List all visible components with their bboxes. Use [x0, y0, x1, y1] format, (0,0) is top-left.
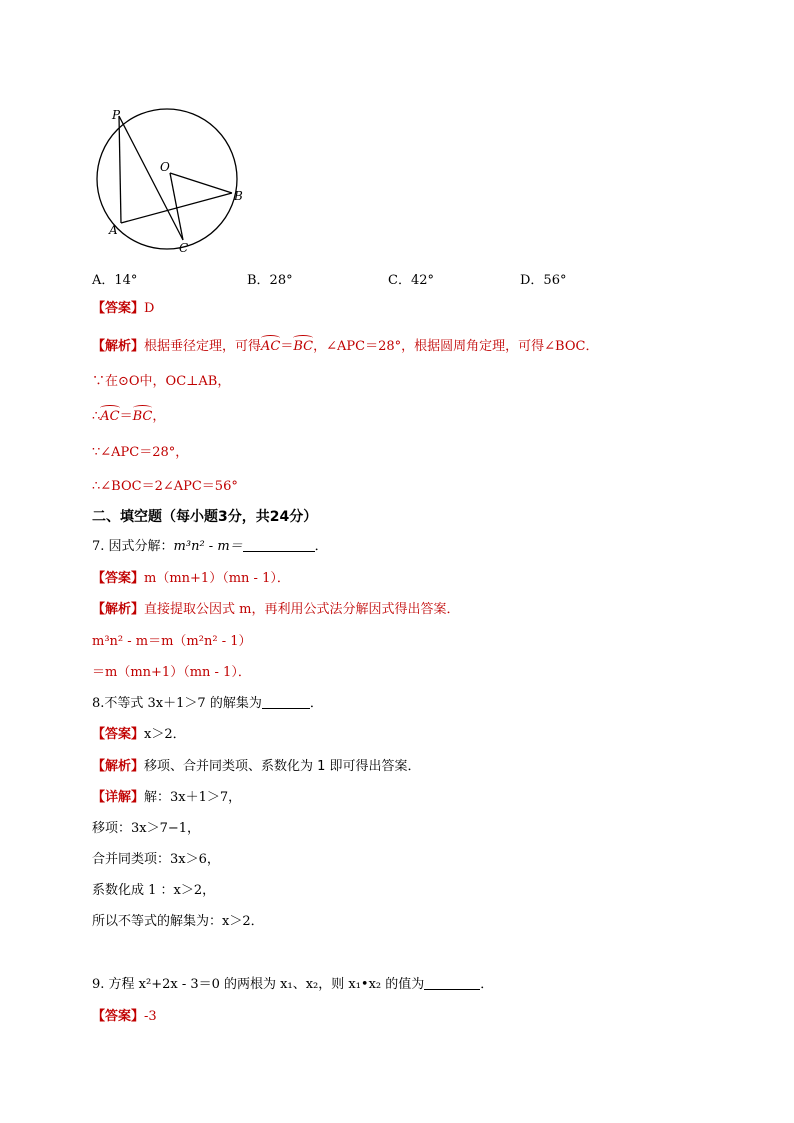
answer-tag: 【答案】 [92, 727, 145, 742]
comma: ， [152, 409, 166, 424]
option-d: D．56° [520, 273, 567, 288]
q6-answer-line [92, 300, 154, 318]
q9-answer: -3 [144, 1009, 157, 1024]
label-a: A [109, 223, 118, 237]
q6-step-4: ∴∠BOC＝2∠APC＝56° [92, 479, 238, 494]
q6-step-2 [92, 408, 165, 426]
option-c: C．42° [388, 273, 434, 288]
analysis-tag: 【解析】 [92, 759, 145, 774]
answer-blank [424, 977, 480, 990]
detail-tag: 【详解】 [92, 790, 145, 805]
q7-step-1: m³n² - m＝m（m²n² - 1） [92, 634, 252, 649]
period: ． [314, 539, 328, 554]
period: ． [480, 977, 494, 992]
q9-answer-line [92, 1008, 157, 1026]
q8-detail-line [92, 789, 241, 807]
arc-ac-2: AC [100, 409, 120, 424]
label-b: B [234, 189, 243, 203]
analysis-text: 移项、合并同类项、系数化为 1 即可得出答案． [144, 759, 421, 774]
detail-text: 解：3x＋1＞7， [144, 790, 242, 805]
q8-step-4: 所以不等式的解集为：x＞2． [92, 914, 264, 929]
analysis-tag: 【解析】 [92, 602, 145, 617]
analysis-text: 根据垂径定理，可得 [144, 339, 262, 354]
analysis-text: 直接提取公因式 m，再利用公式法分解因式得出答案． [144, 602, 460, 617]
q6-answer: D [144, 301, 155, 316]
section-heading: 二、填空题（每小题3分，共24分） [92, 509, 318, 525]
q6-step-3: ∵∠APC＝28°， [92, 445, 189, 460]
analysis-tag: 【解析】 [92, 339, 145, 354]
arc-bc: BC [293, 339, 314, 354]
q8-stem-text: 8.不等式 3x＋1＞7 的解集为 [92, 696, 262, 711]
q9-stem [92, 976, 493, 994]
q6-analysis-line [92, 338, 598, 356]
answer-tag: 【答案】 [92, 571, 145, 586]
option-a: A．14° [92, 273, 138, 288]
q8-step-3: 系数化成 1 ：x＞2， [92, 883, 216, 898]
label-c: C [179, 241, 189, 255]
therefore-sign: ∴ [92, 409, 101, 424]
q8-step-1: 移项：3x＞7−1， [92, 821, 201, 836]
answer-tag: 【答案】 [92, 301, 145, 316]
q8-stem [92, 695, 323, 713]
q7-stem [92, 538, 328, 556]
q8-answer: x＞2． [144, 727, 186, 742]
analysis-text-2: ，∠APC＝28°，根据圆周角定理，可得∠BOC． [313, 339, 599, 354]
circle [97, 109, 237, 249]
answer-blank [262, 696, 310, 709]
equals-sign-2: ＝ [119, 409, 133, 424]
q7-step-2: ＝m（mn+1）（mn - 1）． [92, 665, 251, 680]
q8-step-2: 合并同类项：3x＞6， [92, 852, 220, 867]
arc-ac: AC [261, 339, 281, 354]
answer-blank [243, 539, 315, 552]
segment-ob [170, 173, 232, 193]
period: ． [309, 696, 323, 711]
answer-tag: 【答案】 [92, 1009, 145, 1024]
q7-answer: m（mn+1）（mn - 1）． [144, 571, 290, 586]
q6-step-1: ∵在⊙O中，OC⊥AB， [92, 374, 231, 389]
circle-diagram [88, 100, 248, 260]
q7-analysis-line [92, 601, 459, 619]
q7-stem-text: 7. 因式分解： [92, 539, 174, 554]
arc-bc-2: BC [132, 409, 153, 424]
label-o: O [160, 160, 170, 174]
q7-answer-line [92, 570, 290, 588]
q8-answer-line [92, 726, 186, 744]
q8-analysis-line [92, 758, 421, 776]
label-p: P [112, 108, 121, 122]
segment-pa [119, 116, 121, 223]
q9-stem-text: 9. 方程 x²+2x - 3＝0 的两根为 x₁、x₂，则 x₁•x₂ 的值为 [92, 977, 425, 992]
q7-expression: m³n² - m＝ [173, 539, 243, 554]
equals-sign: ＝ [280, 339, 294, 354]
option-b: B．28° [247, 273, 293, 288]
